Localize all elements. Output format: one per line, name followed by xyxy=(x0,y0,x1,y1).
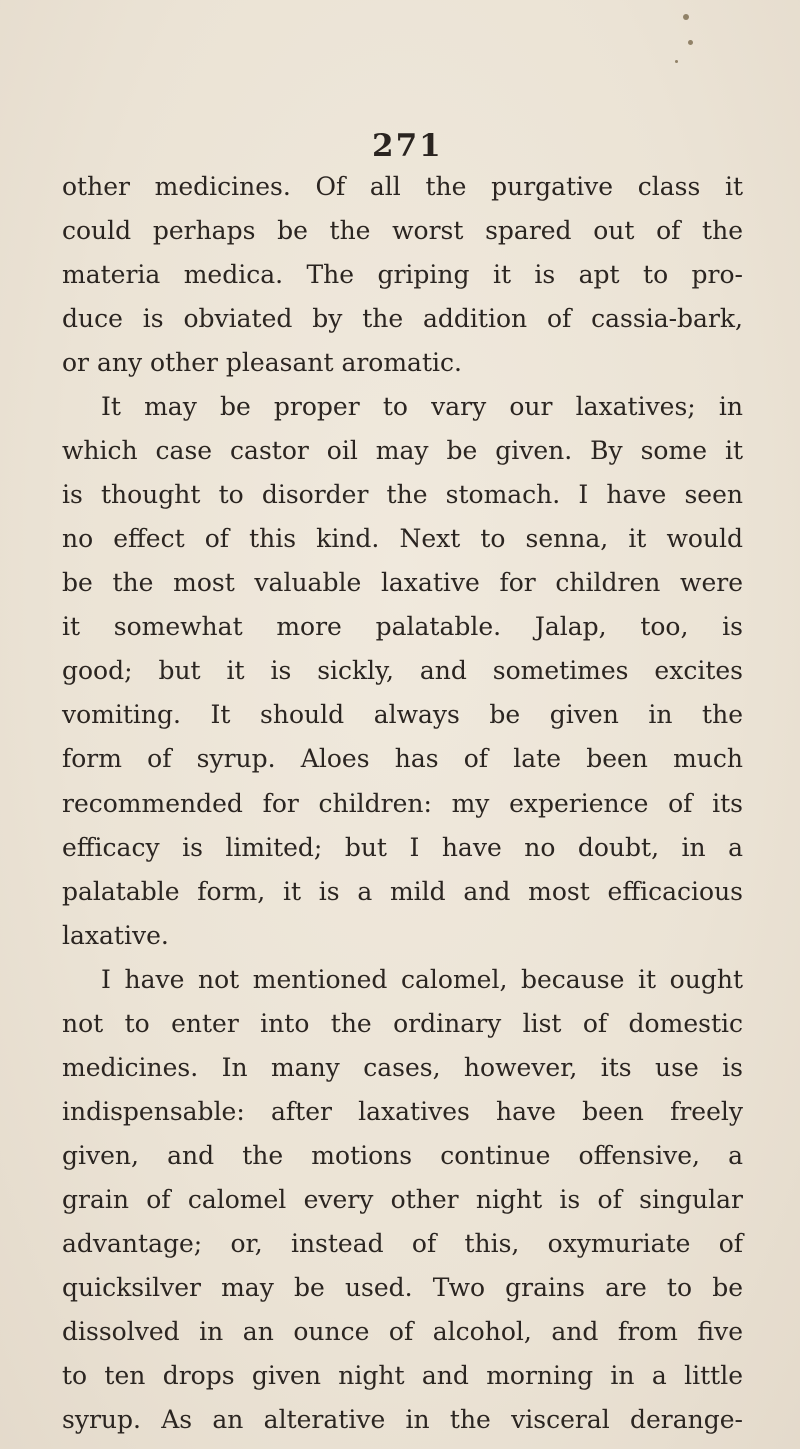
text-line: advantage; or, instead of this, oxymuriate of xyxy=(62,1229,743,1258)
text-line: grain of calomel every other night is of singular xyxy=(62,1185,743,1214)
text-line: form of syrup. Aloes has of late been much xyxy=(62,744,743,773)
text-line: dissolved in an ounce of alcohol, and from five xyxy=(62,1317,743,1346)
text-line: given, and the motions continue offensive, a xyxy=(62,1141,743,1170)
text-line: quicksilver may be used. Two grains are to be xyxy=(62,1273,743,1302)
text-line: other medicines. Of all the purgative class it xyxy=(62,172,743,201)
text-line: It may be proper to vary our laxatives; in xyxy=(101,392,743,421)
text-line: syrup. As an alterative in the visceral derange- xyxy=(62,1405,743,1434)
text-line: good; but it is sickly, and sometimes excites xyxy=(62,656,743,685)
text-line: which case castor oil may be given. By some it xyxy=(62,436,743,465)
text-line: is thought to disorder the stomach. I have seen xyxy=(62,480,743,509)
page-number: 271 xyxy=(372,128,443,164)
text-line: medicines. In many cases, however, its use is xyxy=(62,1053,743,1082)
text-line: duce is obviated by the addition of cassia-bark, xyxy=(62,304,743,333)
text-line: it somewhat more palatable. Jalap, too, is xyxy=(62,612,743,641)
text-line: efficacy is limited; but I have no doubt, in a xyxy=(62,833,743,862)
text-line: could perhaps be the worst spared out of the xyxy=(62,216,743,245)
text-line: recommended for children: my experience of its xyxy=(62,789,743,818)
text-line: to ten drops given night and morning in a little xyxy=(62,1361,743,1390)
text-line: materia medica. The griping it is apt to pro- xyxy=(62,260,743,289)
text-line: palatable form, it is a mild and most efficacious xyxy=(62,877,743,906)
text-line: laxative. xyxy=(62,921,169,950)
text-line: no effect of this kind. Next to senna, it would xyxy=(62,524,743,553)
text-line: not to enter into the ordinary list of domestic xyxy=(62,1009,743,1038)
text-line: I have not mentioned calomel, because it ought xyxy=(101,965,743,994)
text-line: be the most valuable laxative for children were xyxy=(62,568,743,597)
text-line: vomiting. It should always be given in the xyxy=(62,700,743,729)
text-line: or any other pleasant aromatic. xyxy=(62,348,462,377)
text-line: indispensable: after laxatives have been freely xyxy=(62,1097,743,1126)
